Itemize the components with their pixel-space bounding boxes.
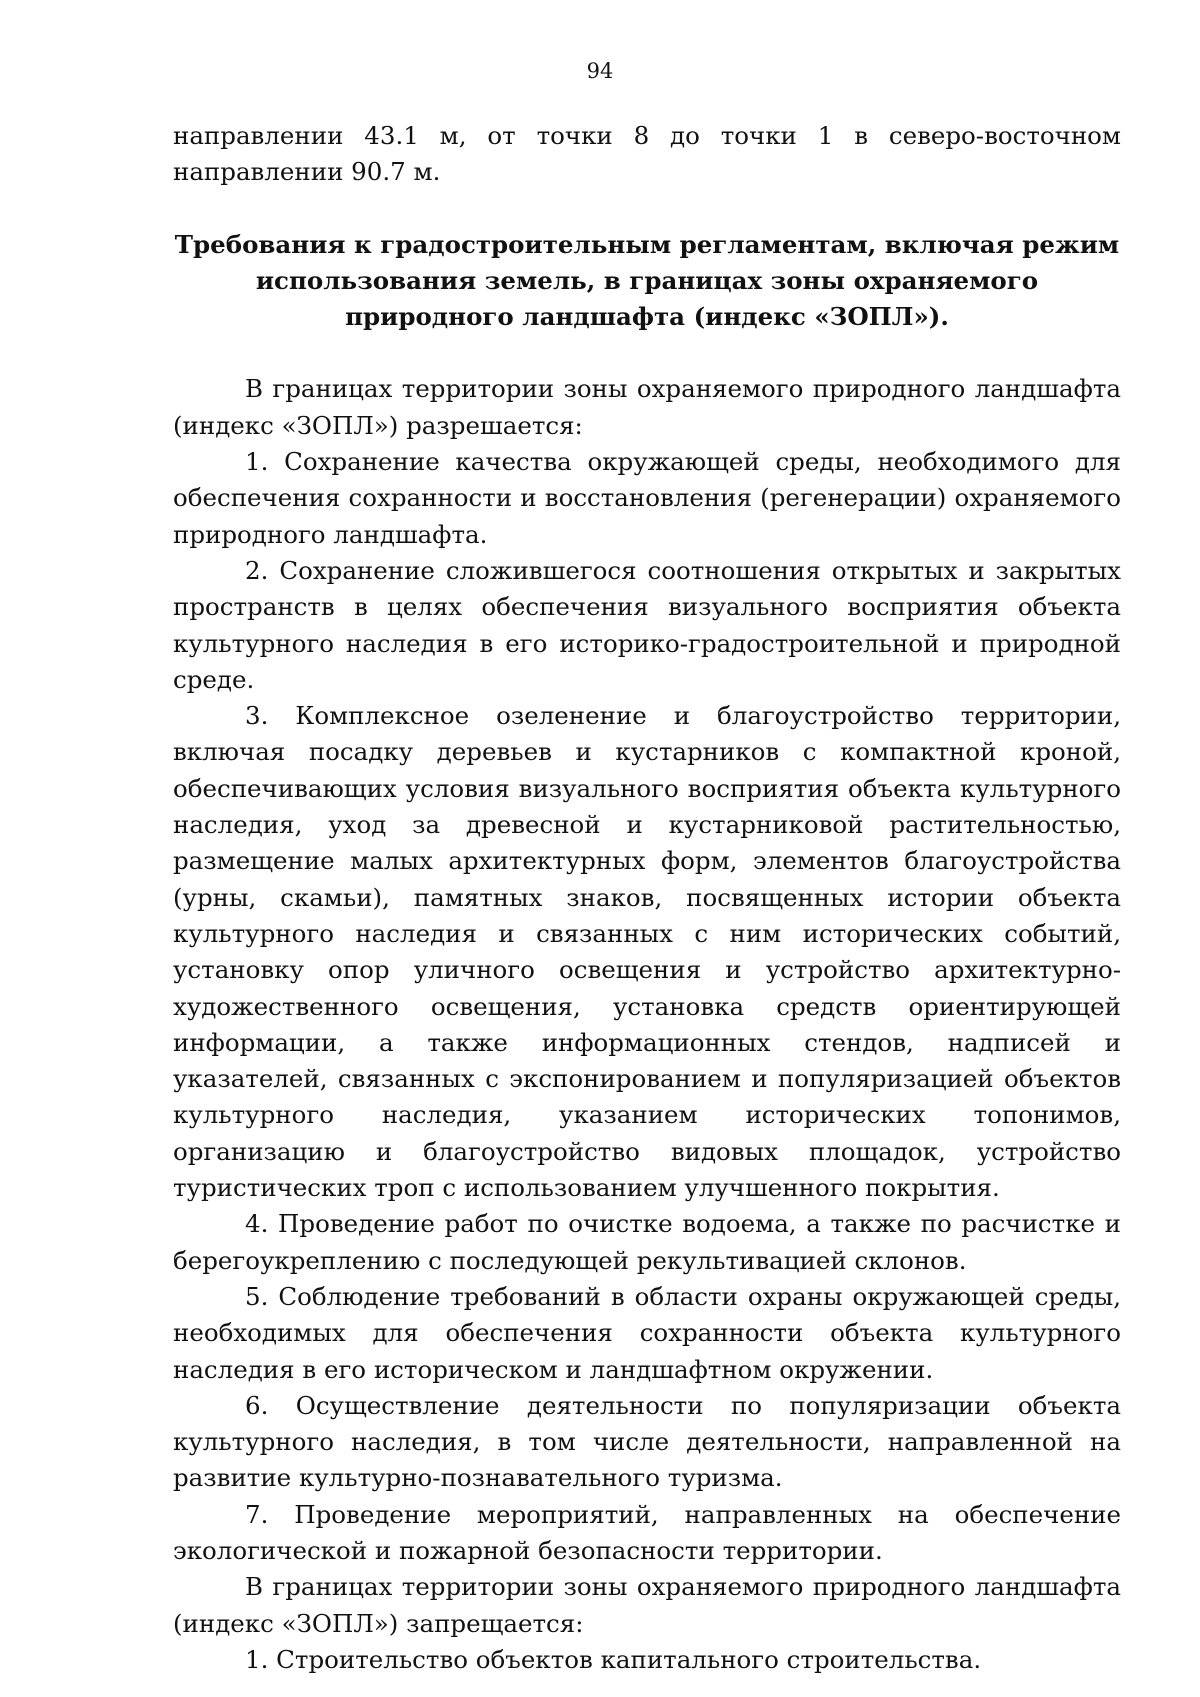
allowed-item-7: 7. Проведение мероприятий, направленных на обеспечение экологической и пожарной безопасности территории. [173, 1499, 1121, 1565]
allowed-item-6: 6. Осуществление деятельности по популяризации объекта культурного наследия, в том числе деятельности, направленной на развитие культурно-познавательного туризма. [173, 1390, 1121, 1493]
section-heading-line-2: использования земель, в границах зоны охраняемого [255, 265, 1039, 295]
allowed-item-1: 1. Сохранение качества окружающей среды, необходимого для обеспечения сохранности и восстановления (регенерации) охраняемого природного ландшафта. [173, 447, 1121, 549]
continuation-paragraph: направлении 43.1 м, от точки 8 до точки 1 в северо-восточном направлении 90.7 м. [173, 121, 1121, 187]
allowed-intro-paragraph: В границах территории зоны охраняемого природного ландшафта (индекс «ЗОПЛ») разрешается: [173, 374, 1121, 440]
section-heading [173, 227, 1121, 336]
section-heading-line-1: Требования к градостроительным регламентам, включая режим [174, 229, 1120, 259]
page-number: 94 [586, 59, 614, 83]
allowed-item-4: 4. Проведение работ по очистке водоема, а также по расчистке и берегоукреплению с последующей рекультивацией склонов. [173, 1209, 1121, 1275]
prohibited-intro-paragraph: В границах территории зоны охраняемого природного ландшафта (индекс «ЗОПЛ») запрещается: [173, 1572, 1121, 1638]
allowed-item-2: 2. Сохранение сложившегося соотношения открытых и закрытых пространств в целях обеспечения визуального восприятия объекта культурного наследия в его историко-градостроительной и природной среде. [173, 555, 1121, 694]
allowed-item-3: 3. Комплексное озеленение и благоустройство территории, включая посадку деревьев и кустарников с компактной кроной, обеспечивающих условия визуального восприятия объекта культурного наследия, уход за древесной и кустарниковой растительностью, размещение малых архитектурных форм, элементов благоустройства (урны, скамьи), памятных знаков, посвященных истории объекта культурного наследия и связанных с ним исторических событий, установку опор уличного освещения и устройство архитектурно-художественного освещения, установка средств ориентирующей информации, а также информационных стендов, надписей и указателей, связанных с экспонированием и популяризацией объектов культурного наследия, указанием исторических топонимов, организацию и благоустройство видовых площадок, устройство туристических троп с использованием улучшенного покрытия. [173, 701, 1121, 1203]
allowed-item-5: 5. Соблюдение требований в области охраны окружающей среды, необходимых для обеспечения сохранности объекта культурного наследия в его историческом и ландшафтном окружении. [173, 1281, 1121, 1384]
section-heading-line-3: природного ландшафта (индекс «ЗОПЛ»). [345, 302, 949, 332]
prohibited-item-1: 1. Строительство объектов капитального строительства. [245, 1644, 982, 1674]
page-content [173, 118, 1121, 1678]
